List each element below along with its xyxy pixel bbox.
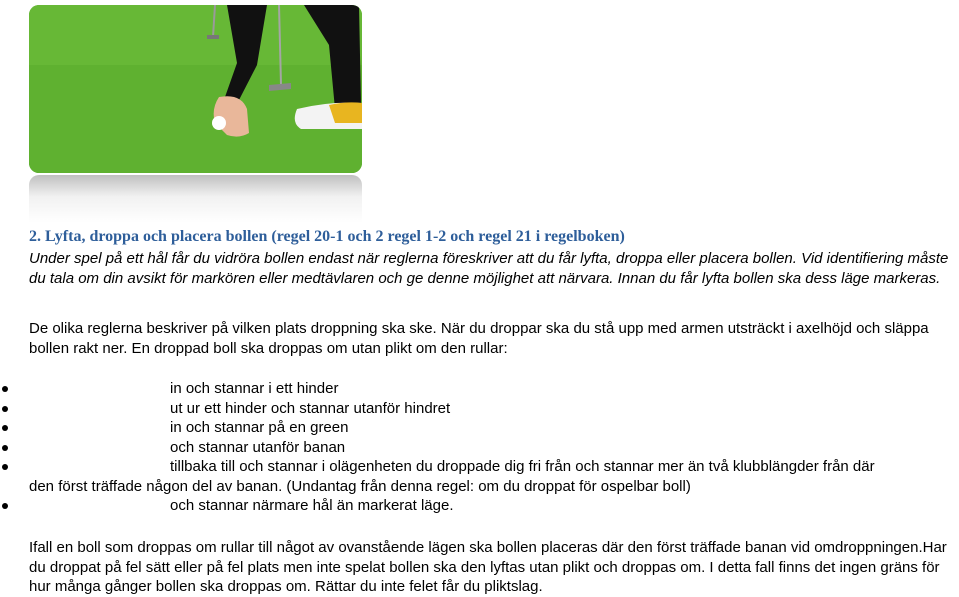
closing-paragraph: Ifall en boll som droppas om rullar till något av ovanstående lägen ska bollen placeras där den först träffade banan vid omdroppningen.Har du droppat på fel sätt eller på fel plats men inte spelat bollen ska den lyftas utan plikt och droppas om. I detta fall finns det ingen gräns för hur många gånger bollen ska droppas om. Rättar du inte felet får du pliktslag.: [29, 539, 947, 595]
bullet-icon: [2, 503, 8, 509]
rules-list: [0, 379, 959, 516]
list-item: [0, 496, 959, 516]
bullet-icon: [2, 464, 8, 470]
golf-photo-image: [29, 5, 362, 173]
list-item: [0, 438, 959, 458]
list-item-text: tillbaka till och stannar i olägenheten du droppade dig fri från och stannar mer än två klubblängder från där: [170, 458, 875, 475]
golf-photo-illustration: [29, 5, 362, 173]
list-item: [0, 457, 959, 496]
intro-paragraph: Under spel på ett hål får du vidröra bollen endast när reglerna föreskriver att du får lyfta, droppa eller placera bollen. Vid identifiering måste du tala om din avsikt för markören eller medtävlaren och ge denne möjlighet att närvara. Innan du får lyfta bollen ska dess läge markeras.: [29, 250, 949, 287]
list-item-text: och stannar närmare hål än markerat läge.: [170, 497, 454, 514]
list-item-text: ut ur ett hinder och stannar utanför hindret: [170, 399, 451, 417]
list-item-text: in och stannar på en green: [170, 419, 349, 436]
golf-photo-reflection: [29, 175, 362, 223]
bullet-icon: [2, 425, 8, 431]
list-item: [0, 399, 959, 419]
bullet-icon: [2, 406, 8, 412]
list-item-continuation: den först träffade någon del av banan. (Undantag från denna regel: om du droppat för ospelbar boll): [29, 477, 691, 495]
section-heading: 2. Lyfta, droppa och placera bollen (regel 20-1 och 2 regel 1-2 och regel 21 i regelboken): [29, 228, 625, 245]
list-item-text: och stannar utanför banan: [170, 438, 346, 456]
list-item: [0, 379, 959, 399]
droppning-paragraph: De olika reglerna beskriver på vilken plats droppning ska ske. När du droppar ska du stå upp med armen utsträckt i axelhöjd och släppa bollen rakt ner. En droppad boll ska droppas om utan plikt om den rullar:: [29, 320, 929, 357]
list-item: [0, 418, 959, 438]
bullet-icon: [2, 445, 8, 451]
bullet-icon: [2, 386, 8, 392]
golf-photo: [29, 5, 362, 223]
list-item-text: in och stannar i ett hinder: [170, 380, 339, 397]
